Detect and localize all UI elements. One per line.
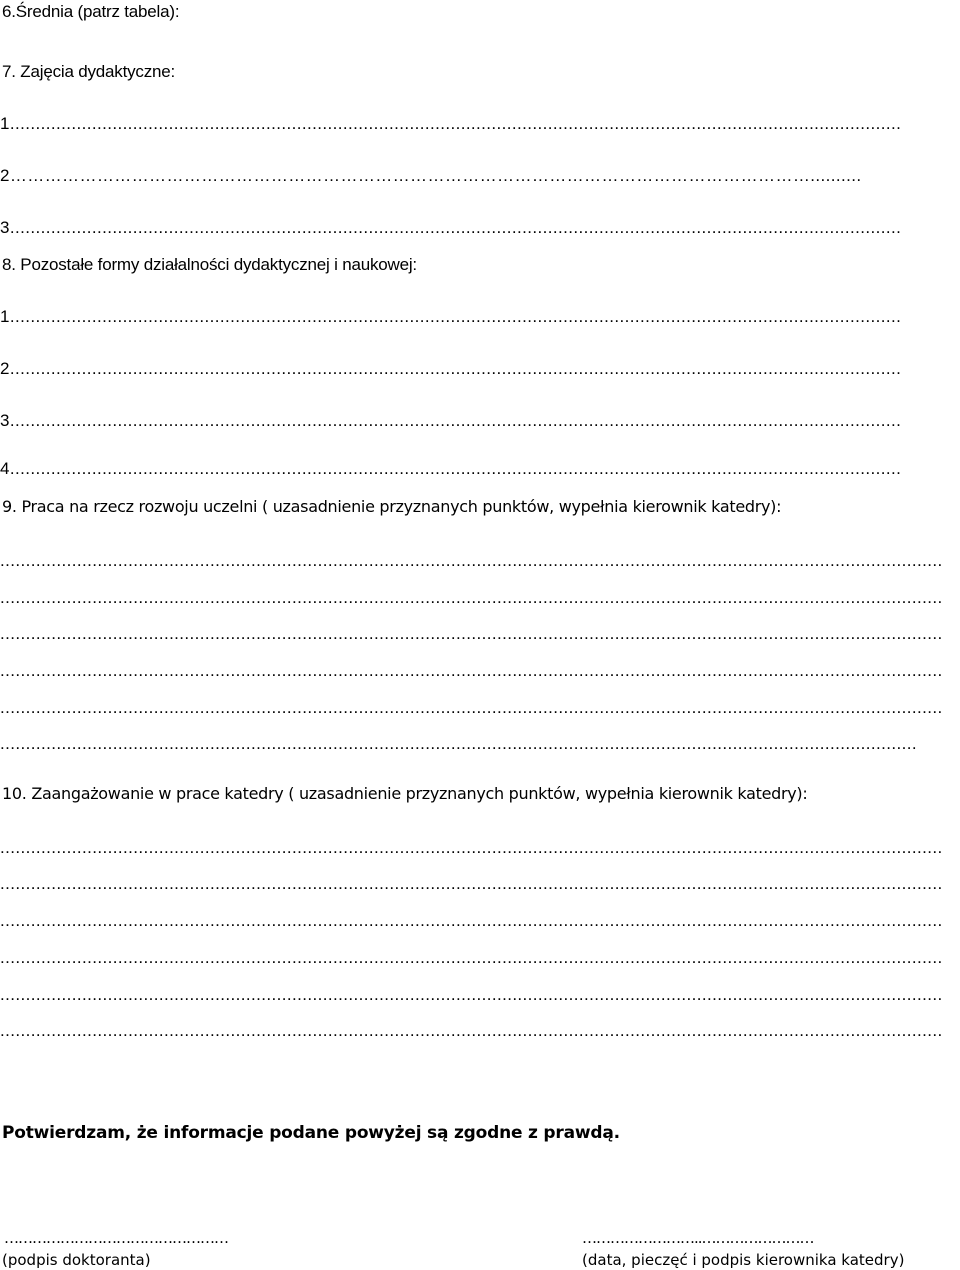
zaangazowanie-line-6: ........................................................................................................................................................................................ bbox=[0, 1021, 943, 1040]
praca-line-1: ........................................................................................................................................................................................ bbox=[0, 551, 943, 570]
section-zajecia-heading: 7. Zajęcia dydaktyczne: bbox=[2, 62, 176, 81]
zaangazowanie-line-5: ........................................................................................................................................................................................ bbox=[0, 985, 943, 1004]
zaangazowanie-line-2: ........................................................................................................................................................................................ bbox=[0, 874, 943, 893]
praca-line-4: ........................................................................................................................................................................................ bbox=[0, 661, 943, 680]
zaangazowanie-line-1: ........................................................................................................................................................................................ bbox=[0, 838, 943, 857]
section-pozostale-heading: 8. Pozostałe formy działalności dydaktycznej i naukowej: bbox=[2, 255, 417, 274]
pozostale-line-4: 4.............................................................................................................................................................................. bbox=[0, 459, 902, 478]
zajecia-line-2: 2………………………………………………………………………………………………………………………….......... bbox=[0, 166, 862, 185]
section-srednia: 6.Średnia (patrz tabela): bbox=[2, 2, 180, 21]
zaangazowanie-line-4: ........................................................................................................................................................................................ bbox=[0, 948, 943, 967]
signature-right-dots: ……………………..…………………… bbox=[582, 1229, 814, 1247]
zajecia-line-1: 1.............................................................................................................................................................................. bbox=[0, 114, 902, 133]
praca-line-6: ................................................................................................................................................................................... bbox=[0, 734, 918, 753]
signature-left-label: (podpis doktoranta) bbox=[2, 1251, 151, 1269]
pozostale-line-3: 3.............................................................................................................................................................................. bbox=[0, 411, 902, 430]
praca-line-2: ........................................................................................................................................................................................ bbox=[0, 588, 943, 607]
zaangazowanie-line-3: ........................................................................................................................................................................................ bbox=[0, 911, 943, 930]
confirmation-statement: Potwierdzam, że informacje podane powyżej są zgodne z prawdą. bbox=[2, 1123, 620, 1143]
pozostale-line-2: 2.............................................................................................................................................................................. bbox=[0, 359, 902, 378]
section-zaangazowanie-heading: 10. Zaangażowanie w prace katedry ( uzasadnienie przyznanych punktów, wypełnia kierownik katedry): bbox=[2, 784, 808, 803]
pozostale-line-1: 1.............................................................................................................................................................................. bbox=[0, 307, 902, 326]
signature-left-dots: ………………………………………… bbox=[4, 1229, 228, 1247]
signature-right-label: (data, pieczęć i podpis kierownika katedry) bbox=[582, 1251, 905, 1269]
praca-line-3: ........................................................................................................................................................................................ bbox=[0, 624, 943, 643]
section-praca-heading: 9. Praca na rzecz rozwoju uczelni ( uzasadnienie przyznanych punktów, wypełnia kierownik katedry): bbox=[2, 497, 782, 516]
zajecia-line-3: 3.............................................................................................................................................................................. bbox=[0, 218, 902, 237]
praca-line-5: ........................................................................................................................................................................................ bbox=[0, 698, 943, 717]
